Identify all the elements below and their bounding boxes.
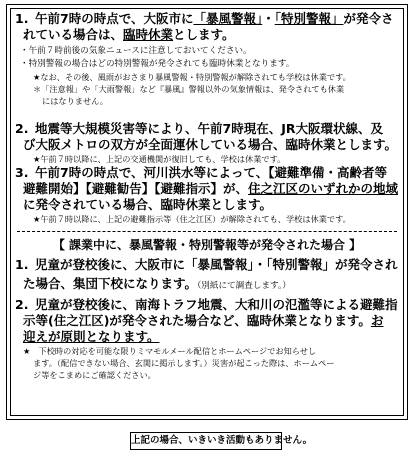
section-1-dot: ・ bbox=[262, 11, 275, 26]
section-3-text-1: 午前7時の時点で、河川洪水等によって、【避難準備・高齢者等 bbox=[35, 165, 387, 180]
during-class-item-1-line-1 bbox=[7, 257, 407, 273]
section-1 bbox=[7, 11, 407, 107]
section-3-line-3: に発令されている場合、臨時休業とします。 bbox=[23, 197, 273, 212]
during-class-note-line-1: ★ 下校時の対応を可能な限りミマモルメール配信とホームページでお知らせし bbox=[23, 346, 317, 356]
section-1-bullet-1: ・午前７時前後の気象ニュースに注意しておいてください。 bbox=[20, 46, 252, 56]
section-1-line-2 bbox=[7, 27, 407, 43]
section-1-bullet-2: ・特別警報の場合はどの特別警報が発令されても臨時休業となります。 bbox=[20, 59, 295, 69]
section-2 bbox=[7, 121, 407, 165]
during-class-item-2-line-1 bbox=[7, 297, 407, 313]
footer-notice: 上記の場合、いきいき活動もありません。 bbox=[130, 432, 282, 450]
during-class-item-2-line-2 bbox=[7, 313, 407, 329]
section-2-note: ★午前７時以降に、上記の交通機関が復旧しても、学校は休業です。 bbox=[33, 154, 286, 164]
section-1-storm-warning: 「暴風警報」 bbox=[193, 11, 263, 26]
section-1-text-e: が発令さ bbox=[343, 11, 394, 26]
section-3-sumiyoshi-area: 住之江区のいずれかの地域 bbox=[248, 181, 399, 196]
during-class-item-2-text-1: 児童が登校後に、南海トラフ地震、大和川の氾濫等による避難指 bbox=[35, 297, 398, 312]
section-1-special-warning: 「特別警報」 bbox=[274, 11, 344, 26]
section-divider bbox=[17, 231, 397, 232]
section-1-text-2c: とします。 bbox=[173, 27, 235, 42]
section-1-line-1 bbox=[7, 11, 407, 27]
during-class-item-1-text-2a: た場合、集団下校になります。 bbox=[23, 276, 198, 291]
section-1-number: 1. bbox=[15, 11, 29, 26]
during-class-item-2-text-2a: 示等(住之江区)が発令された場合など、臨時休業となります。 bbox=[23, 313, 371, 328]
during-class-item-1-text-1: 児童が登校後に、大阪市に「暴風警報」・「特別警報」が発令され bbox=[35, 257, 398, 272]
section-2-line-1 bbox=[7, 121, 407, 137]
section-1-closure: 臨時休業 bbox=[123, 27, 174, 42]
during-class-pickup-rule: 迎えが原則となります。 bbox=[23, 329, 160, 344]
during-class-item-1-number: 1. bbox=[15, 257, 29, 272]
during-class-note-line-3: ジ等をこまめにご確認ください。 bbox=[33, 370, 156, 380]
section-2-number: 2. bbox=[15, 121, 29, 136]
during-class-section bbox=[7, 257, 407, 381]
section-1-text-a: 午前7時の時点で、大阪市に bbox=[35, 11, 194, 26]
during-class-note-line-2: ます。（配信できない場合、玄関に掲示します。）災害が起こった際は、ホームペー bbox=[33, 358, 335, 368]
section-1-text-2a: れている場合は、 bbox=[23, 27, 124, 42]
section-2-line-2: び大阪メトロの双方が全面運休している場合、臨時休業とします。 bbox=[23, 137, 398, 152]
during-class-item-2-text-2b: お bbox=[370, 313, 384, 328]
section-3-note: ★午前７時以降に、上記の避難指示等（住之江区）が解除されても、学校は休業です。 bbox=[33, 214, 351, 224]
during-class-item-1-text-2b: （別紙にて調査します。） bbox=[197, 281, 291, 291]
notice-frame bbox=[6, 4, 408, 420]
section-3-line-2 bbox=[7, 181, 407, 197]
during-class-item-2-line-3 bbox=[7, 329, 407, 345]
section-1-note-1: ★なお、その後、風雨がおさまり暴風警報・特別警報が解除されても学校は休業です。 bbox=[33, 72, 351, 82]
section-1-note-2-line-2: にはなりません。 bbox=[42, 96, 108, 106]
section-3-line-1 bbox=[7, 165, 407, 181]
section-1-note-2-line-1: ＊「注意報」や「大雨警報」など『暴風』警報以外の気象情報は、発令されても休業 bbox=[33, 84, 345, 94]
section-2-text-1: 地震等大規模災害等により、午前7時現在、JR大阪環状線、及 bbox=[35, 121, 383, 136]
during-class-item-1-line-2 bbox=[7, 273, 407, 293]
during-class-title: 【 課業中に、暴風警報・特別警報等が発令された場合 】 bbox=[52, 238, 362, 252]
section-3-text-2a: 避難開始】【避難勧告】【避難指示】が、 bbox=[23, 181, 249, 196]
during-class-item-2-number: 2. bbox=[15, 297, 29, 312]
section-3-number: 3. bbox=[15, 165, 29, 180]
section-3 bbox=[7, 165, 407, 225]
